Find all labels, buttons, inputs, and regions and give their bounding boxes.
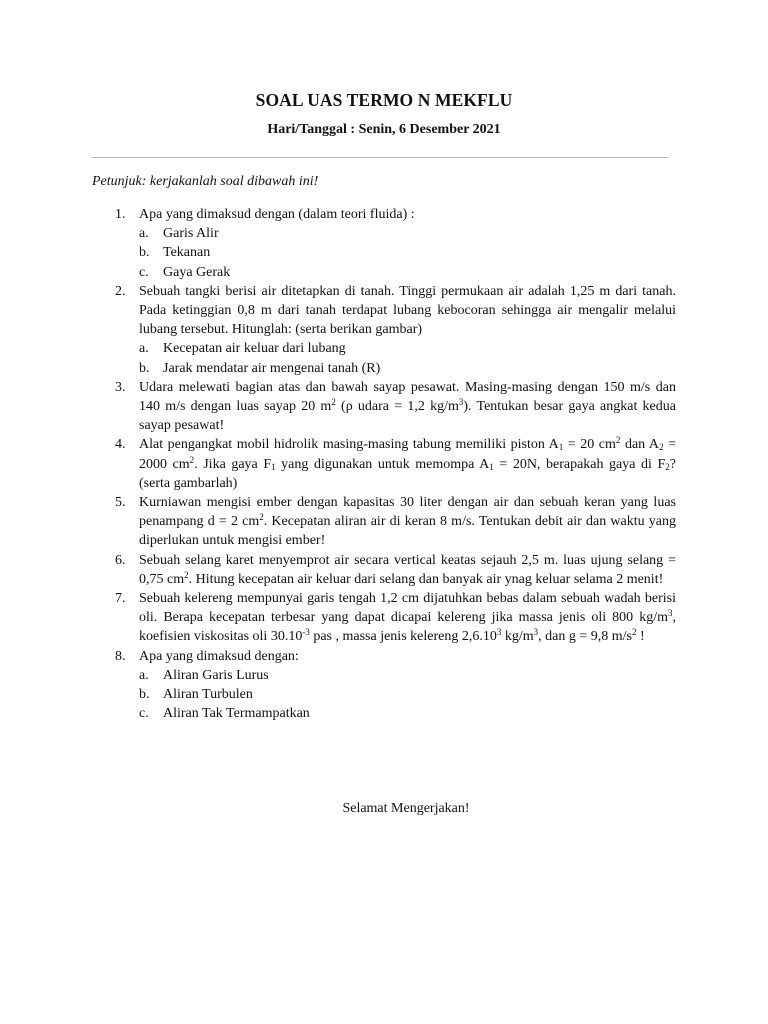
answer-option (139, 704, 676, 723)
question-number: 8. (115, 648, 126, 664)
question-item (92, 435, 676, 493)
option-letter: a. (139, 341, 149, 357)
superscript: 3 (458, 397, 464, 408)
question-number: 1. (115, 207, 126, 222)
question-number: 6. (115, 552, 126, 568)
document-title: SOAL UAS TERMO N MEKFLU (255, 90, 513, 110)
question-number: 7. (115, 591, 126, 607)
question-number: 3. (115, 379, 126, 395)
question-item (92, 647, 676, 724)
question-text: Sebuah selang karet menyemprot air secara vertical keatas sejauh 2,5 m. luas ujung selang = 0,75 $cm^2$. Hitung kecepatan air keluar dari selang dan banyak air ynag keluar selama 2 menit! (139, 552, 676, 587)
option-text: Jarak mendatar air mengenai tanah (R) (163, 360, 381, 376)
subscript: 1 (489, 461, 494, 472)
question-text: Sebuah tangki berisi air ditetapkan di tanah. Tinggi permukaan air adalah 1,25 m dari tanah. Pada ketinggian 0,8 m dari tanah terdapat lubang kebocoran sehingga air mengalir melalui lubang tersebut. Hitunglah: (serta berikan gambar) (139, 283, 676, 338)
question-text: Alat pengangkat mobil hidrolik masing-masing tabung memiliki piston $A_1 = 20$ $cm^2$ dan $A_2 = 2000$ $cm^2$. Jika gaya $F_1$ yang digunakan untuk memompa $A_1 = 20N$, berapakah gaya di $F_2$? (serta gambarlah) (139, 435, 677, 491)
question-text: Udara melewati bagian atas dan bawah sayap pesawat. Masing-masing dengan 150 m/s dan 140 m/s dengan luas sayap 20 $m^2$ (ρ udara = 1,2 $kg/m^3$). Tentukan besar gaya angkat kedua sayap pesawat! (139, 379, 676, 434)
question-item (92, 205, 676, 282)
option-text: Tekanan (163, 245, 211, 261)
question-item (92, 282, 676, 378)
question-item (92, 493, 676, 551)
option-letter: a. (139, 667, 149, 683)
answer-option (139, 359, 676, 378)
option-text: Aliran Garis Lurus (163, 667, 269, 683)
superscript: 2 (631, 627, 637, 638)
answer-option (139, 666, 676, 685)
superscript: 2 (331, 397, 336, 408)
question-number: 2. (115, 283, 126, 299)
superscript: 3 (496, 627, 502, 638)
header-divider (92, 157, 668, 158)
option-letter: b. (139, 687, 150, 703)
option-letter: b. (139, 245, 150, 261)
superscript: 2 (615, 435, 621, 446)
exam-date: Hari/Tanggal : Senin, 6 Desember 2021 (267, 122, 501, 137)
question-item (92, 589, 676, 647)
question-text: Apa yang dimaksud dengan (dalam teori fluida) : (139, 207, 415, 222)
question-item (92, 551, 676, 589)
answer-option (139, 339, 676, 358)
superscript: 2 (189, 454, 195, 465)
option-text: Aliran Tak Termampatkan (163, 706, 310, 722)
subscript: 2 (659, 442, 664, 453)
question-text: Apa yang dimaksud dengan: (139, 648, 299, 664)
option-letter: a. (139, 226, 149, 242)
question-text: Kurniawan mengisi ember dengan kapasitas 30 liter dengan air dan sebuah keran yang luas penampang d = 2 $cm^2$. Kecepatan aliran air di keran 8 m/s. Tentukan debit air dan waktu yang diperlukan untuk mengisi ember! (139, 495, 677, 549)
option-text: Aliran Turbulen (163, 687, 253, 703)
option-text: Gaya Gerak (163, 264, 231, 280)
option-letter: c. (139, 264, 149, 280)
option-text: Garis Alir (163, 226, 219, 242)
answer-option (139, 224, 676, 243)
option-letter: c. (139, 706, 149, 722)
closing-text: Selamat Mengerjakan! (342, 801, 470, 816)
superscript: 3 (533, 627, 539, 638)
subscript: 1 (271, 461, 276, 472)
superscript: 3 (668, 608, 673, 619)
question-text: Sebuah kelereng mempunyai garis tengah 1,2 cm dijatuhkan bebas dalam sebuah wadah berisi oli. Berapa kecepatan terbesar yang dapat dicapai kelereng jika massa jenis oli 800 $kg/m^3$, koefisien viskositas oli $30.10^{-3}$ pas , massa jenis kelereng 2,6.10$^3$ $kg/m^3$, dan g = 9,8 $m/s^2$ ! (139, 591, 676, 645)
question-number: 4. (115, 437, 126, 453)
option-letter: b. (139, 360, 150, 376)
answer-option (139, 243, 676, 262)
question-list (92, 205, 676, 723)
superscript: 2 (184, 569, 189, 580)
question-item (92, 378, 676, 436)
superscript: 2 (259, 512, 264, 523)
instructions-text: Petunjuk: kerjakanlah soal dibawah ini! (92, 174, 319, 189)
question-number: 5. (115, 495, 126, 511)
option-text: Kecepatan air keluar dari lubang (163, 341, 346, 357)
subscript: 1 (558, 442, 564, 453)
subscript: 2 (665, 461, 670, 472)
answer-option (139, 263, 676, 282)
answer-option (139, 685, 676, 704)
superscript: -3 (302, 627, 310, 638)
